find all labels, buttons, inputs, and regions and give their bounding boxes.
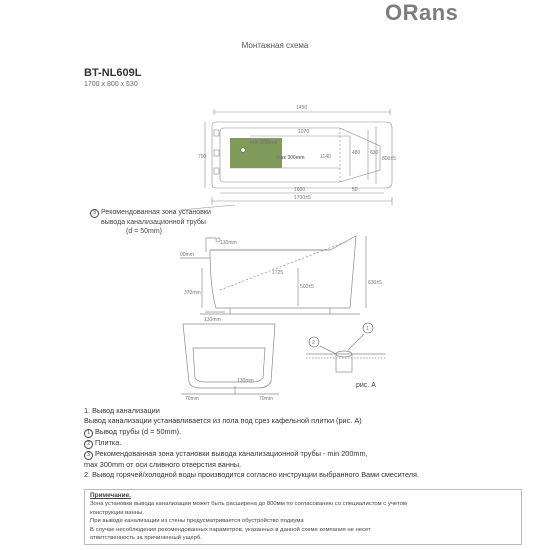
note-line-7: 2. Вывод горячей/холодной воды производится согласно инструкции выбранного Вами смесителя. — [84, 470, 419, 480]
detail-marker-1: 1 — [366, 326, 369, 332]
remark-line-2: конструкции ванны. — [90, 509, 144, 516]
end-view-drawing — [175, 320, 285, 402]
note-marker-1: 1 — [84, 429, 93, 438]
callout-leader-line — [180, 205, 240, 225]
zone-min-label: min 200mm — [250, 140, 278, 146]
side-dim-130b: 130mm — [204, 317, 221, 323]
note-line-3: Вывод трубы (d = 50mm). — [95, 426, 182, 436]
callout-text-3: (d = 50mm) — [126, 228, 162, 235]
side-dim-630: 630±5 — [368, 280, 382, 286]
remark-line-5: ответственность за причиненный ущерб. — [90, 535, 202, 542]
dim-1070: 1070 — [298, 129, 310, 135]
remark-line-4: В случае несоблюдения рекомендованных параметров, указанных в данной схеме компания не несет — [90, 526, 371, 533]
callout-number-3: 3 — [90, 209, 99, 218]
dim-50: 50 — [352, 187, 358, 193]
remark-line-3: При выводе канализации из стены предусматривается обустройство подиума — [90, 518, 304, 525]
dim-1140: 1140 — [320, 154, 331, 160]
installation-notes — [84, 406, 524, 481]
side-dim-1725: 1725 — [272, 270, 284, 276]
drain-hole-icon — [241, 148, 245, 152]
dim-1600: 1600 — [294, 187, 306, 193]
dim-800: 800±5 — [382, 156, 396, 162]
detail-a-drawing — [300, 314, 390, 384]
callout-text-2: вывода канализационной трубы — [101, 219, 206, 226]
note-line-2: Вывод канализации устанавливается из пола под срез кафельной плитки (рис. А) — [84, 416, 362, 426]
detail-marker-2: 2 — [312, 340, 315, 346]
end-dim-130: 130mm — [237, 378, 254, 384]
dim-1700: 1700±5 — [294, 195, 311, 201]
dim-630-top: 630 — [370, 150, 379, 156]
note-line-4: Плитка. — [95, 437, 122, 447]
dim-700: 700 — [198, 154, 207, 160]
zone-max-label: max 300mm — [276, 155, 305, 161]
model-dimensions: 1700 x 800 x 630 — [84, 81, 138, 88]
dim-480: 480 — [352, 150, 361, 156]
remark-content — [90, 492, 515, 542]
note-line-6: max 300mm от оси сливного отверстия ванны. — [84, 459, 242, 469]
side-dim-130: 130mm — [220, 240, 237, 246]
note-line-1: 1. Вывод канализации — [84, 406, 160, 415]
side-view-drawing — [180, 228, 380, 323]
side-dim-90: 90mm — [180, 252, 194, 258]
callout-text-1: Рекомендованная зона установки — [101, 209, 211, 216]
top-view-drawing — [190, 100, 420, 210]
end-dim-70a: 70mm — [185, 396, 199, 402]
note-marker-2: 2 — [84, 440, 93, 449]
remark-title: Примечание. — [90, 492, 131, 499]
side-dim-370: 370mm — [184, 290, 201, 296]
note-line-5: Рекомендованная зона установки вывода канализационной трубы - min 200mm, — [95, 448, 368, 458]
end-dim-70b: 70mm — [259, 396, 273, 402]
sheet-title: Монтажная схема — [241, 41, 309, 50]
model-name: BT-NL609L — [84, 67, 142, 79]
detail-caption: рис. А — [356, 382, 376, 389]
remark-line-1: Зона установки вывода канализации может быть расширена до 800мм по согласованию со специалистом с учетом — [90, 501, 407, 508]
side-dim-500: 500±5 — [300, 284, 314, 290]
brand-logo: ORans — [385, 0, 459, 25]
note-marker-3: 3 — [84, 451, 93, 460]
dim-1450: 1450 — [296, 105, 308, 111]
